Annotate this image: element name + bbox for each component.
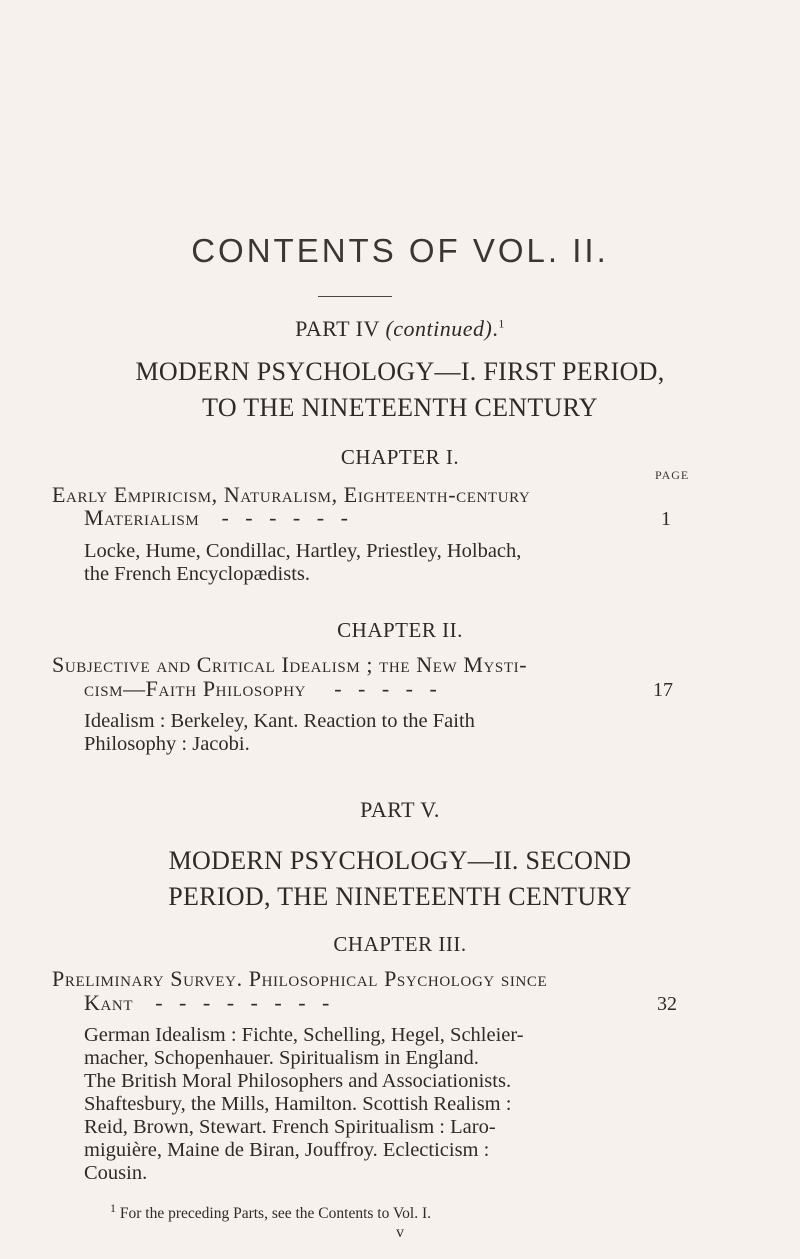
part-iv-heading-line1: MODERN PSYCHOLOGY—I. FIRST PERIOD,: [135, 357, 665, 386]
chapter-ii-page: 17: [653, 679, 673, 701]
chapter-i-label: CHAPTER I.: [340, 445, 460, 469]
chapter-iii-title-line2: [84, 990, 615, 1016]
chapter-i-title-line2: [84, 505, 551, 531]
chapter-ii-title-line2: [84, 676, 534, 702]
chapter-iii-desc-line: Cousin.: [84, 1162, 148, 1184]
chapter-i-desc-line1: Locke, Hume, Condillac, Hartley, Priestley, Holbach,: [84, 540, 522, 562]
chapter-ii-title-text: cism—Faith Philosophy: [84, 676, 307, 701]
chapter-iii-leader: - - - - - - - -: [155, 990, 330, 1015]
page-column-label: PAGE: [655, 468, 690, 482]
part-v-heading-line2: PERIOD, THE NINETEENTH CENTURY: [168, 882, 632, 911]
chapter-iii-desc-line: Reid, Brown, Stewart. French Spiritualism : Laro-: [84, 1116, 496, 1138]
chapter-iii-title-line1: Preliminary Survey. Philosophical Psychology since: [52, 966, 548, 991]
chapter-i-leader: - - - - - -: [221, 505, 348, 530]
chapter-iii-title-text: Kant: [84, 990, 134, 1015]
footnote-text: For the preceding Parts, see the Contents to Vol. I.: [119, 1205, 431, 1223]
chapter-i-desc-line2: the French Encyclopædists.: [84, 563, 311, 585]
page-folio: v: [396, 1224, 404, 1241]
chapter-iii-desc-line: German Idealism : Fichte, Schelling, Hegel, Schleier-: [84, 1024, 524, 1046]
chapter-ii-leader: - - - - -: [334, 676, 437, 701]
footnote-mark: 1: [110, 1201, 116, 1215]
part-iv-text: PART IV: [295, 316, 380, 341]
chapter-iii-page: 32: [657, 993, 677, 1015]
chapter-ii-desc-line2: Philosophy : Jacobi.: [84, 733, 250, 755]
part-iv-label: PART IV (continued).$^1$: [295, 316, 505, 341]
part-v-heading-line1: MODERN PSYCHOLOGY—II. SECOND: [168, 846, 632, 875]
chapter-iii-desc-line: The British Moral Philosophers and Associationists.: [84, 1070, 512, 1092]
footnote: [110, 1201, 431, 1223]
part-iv-continued: (continued): [385, 316, 493, 341]
chapter-i-page: 1: [661, 508, 671, 530]
chapter-ii-desc-line1: Idealism : Berkeley, Kant. Reaction to the Faith: [84, 710, 475, 732]
footnote-ref: 1: [498, 316, 505, 331]
part-iv-heading-line2: TO THE NINETEENTH CENTURY: [202, 393, 598, 422]
chapter-ii-title-line1: Subjective and Critical Idealism ; the New Mysti-: [52, 652, 528, 677]
chapter-i-title-text: Materialism: [84, 505, 200, 530]
chapter-i-title-line1: Early Empiricism, Naturalism, Eighteenth-century: [52, 482, 531, 507]
title-divider: [318, 296, 392, 297]
part-v-label: PART V.: [360, 797, 440, 822]
chapter-iii-desc-line: Shaftesbury, the Mills, Hamilton. Scottish Realism :: [84, 1093, 512, 1115]
page-title: CONTENTS OF VOL. II.: [191, 232, 609, 269]
chapter-iii-desc-line: macher, Schopenhauer. Spiritualism in England.: [84, 1047, 479, 1069]
chapter-iii-desc-line: miguière, Maine de Biran, Jouffroy. Eclecticism :: [84, 1139, 490, 1161]
chapter-ii-label: CHAPTER II.: [337, 618, 463, 642]
chapter-iii-label: CHAPTER III.: [333, 932, 467, 956]
